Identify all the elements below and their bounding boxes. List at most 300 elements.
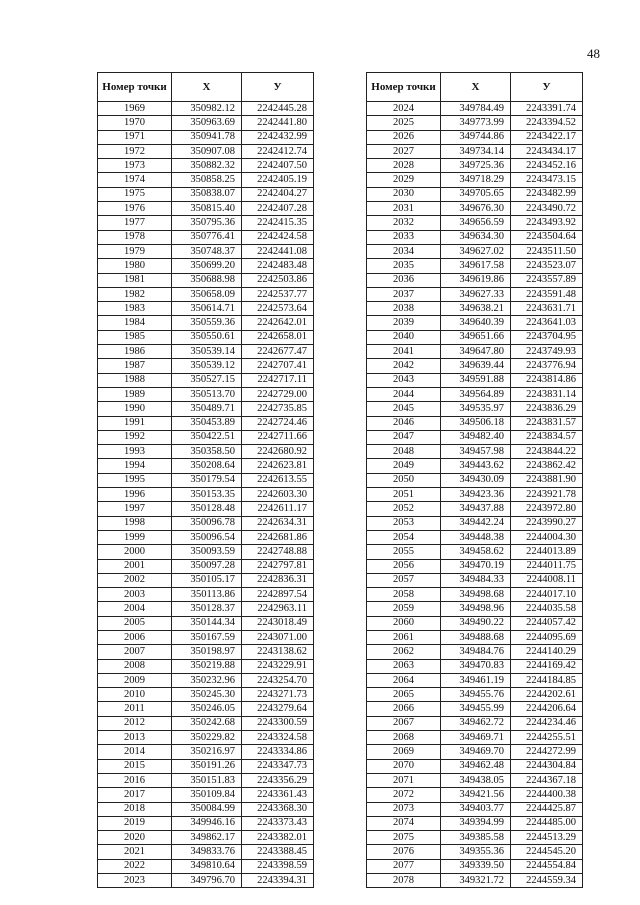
y-coordinate-cell: 2243434.17 [511, 144, 583, 158]
x-coordinate-cell: 350614.71 [172, 302, 242, 316]
table-row [367, 187, 583, 201]
table-row [367, 616, 583, 630]
x-coordinate-cell: 349784.49 [441, 102, 511, 116]
table-row [367, 102, 583, 116]
table-row [98, 602, 314, 616]
table-row [367, 359, 583, 373]
table-row [98, 688, 314, 702]
x-coordinate-cell: 350198.97 [172, 645, 242, 659]
point-number-cell: 2028 [367, 159, 441, 173]
table-row [98, 588, 314, 602]
y-coordinate-cell: 2242642.01 [242, 316, 314, 330]
table-row [98, 874, 314, 888]
table-row [367, 144, 583, 158]
x-coordinate-cell: 350246.05 [172, 702, 242, 716]
point-number-cell: 2046 [367, 416, 441, 430]
y-coordinate-cell: 2243704.95 [511, 330, 583, 344]
x-coordinate-cell: 350144.34 [172, 616, 242, 630]
x-coordinate-cell: 350838.07 [172, 187, 242, 201]
y-coordinate-cell: 2243361.43 [242, 788, 314, 802]
table-row [367, 302, 583, 316]
y-coordinate-cell: 2244017.10 [511, 588, 583, 602]
table-row [367, 673, 583, 687]
table-row [98, 573, 314, 587]
table-row [367, 459, 583, 473]
table-row [98, 159, 314, 173]
table-row [367, 402, 583, 416]
x-coordinate-cell: 350096.78 [172, 516, 242, 530]
table-row [98, 359, 314, 373]
x-coordinate-cell: 349946.16 [172, 816, 242, 830]
y-coordinate-cell: 2244140.29 [511, 645, 583, 659]
y-coordinate-cell: 2243473.15 [511, 173, 583, 187]
y-coordinate-cell: 2242412.74 [242, 144, 314, 158]
y-coordinate-cell: 2243836.29 [511, 402, 583, 416]
x-coordinate-cell: 349437.88 [441, 502, 511, 516]
point-number-cell: 2035 [367, 259, 441, 273]
x-coordinate-cell: 349470.83 [441, 659, 511, 673]
y-coordinate-cell: 2242748.88 [242, 545, 314, 559]
table-row [98, 387, 314, 401]
y-coordinate-cell: 2242407.28 [242, 202, 314, 216]
x-coordinate-cell: 350815.40 [172, 202, 242, 216]
x-coordinate-cell: 349638.21 [441, 302, 511, 316]
point-number-cell: 1976 [98, 202, 172, 216]
x-coordinate-cell: 349488.68 [441, 630, 511, 644]
x-coordinate-cell: 349810.64 [172, 859, 242, 873]
point-number-cell: 2000 [98, 545, 172, 559]
y-coordinate-cell: 2243862.42 [511, 459, 583, 473]
y-coordinate-cell: 2243591.48 [511, 287, 583, 301]
point-number-cell: 2056 [367, 559, 441, 573]
point-number-cell: 2052 [367, 502, 441, 516]
x-coordinate-cell: 349470.19 [441, 559, 511, 573]
x-coordinate-cell: 349773.99 [441, 116, 511, 130]
y-coordinate-cell: 2243921.78 [511, 488, 583, 502]
y-coordinate-cell: 2243422.17 [511, 130, 583, 144]
point-number-cell: 2050 [367, 473, 441, 487]
table-row [367, 731, 583, 745]
table-row [367, 445, 583, 459]
table-row [367, 802, 583, 816]
y-coordinate-cell: 2242503.86 [242, 273, 314, 287]
x-coordinate-cell: 349627.02 [441, 244, 511, 258]
table-row [98, 187, 314, 201]
y-coordinate-cell: 2243831.57 [511, 416, 583, 430]
point-number-cell: 2072 [367, 788, 441, 802]
point-number-cell: 2070 [367, 759, 441, 773]
point-number-cell: 2024 [367, 102, 441, 116]
column-header-y: У [242, 73, 314, 102]
y-coordinate-cell: 2242724.46 [242, 416, 314, 430]
x-coordinate-cell: 350219.88 [172, 659, 242, 673]
y-coordinate-cell: 2242797.81 [242, 559, 314, 573]
y-coordinate-cell: 2244400.38 [511, 788, 583, 802]
table-row [367, 473, 583, 487]
x-coordinate-cell: 349403.77 [441, 802, 511, 816]
y-coordinate-cell: 2243324.58 [242, 731, 314, 745]
x-coordinate-cell: 350109.84 [172, 788, 242, 802]
table-row [367, 273, 583, 287]
table-row [367, 559, 583, 573]
y-coordinate-cell: 2244169.42 [511, 659, 583, 673]
point-number-cell: 2061 [367, 630, 441, 644]
y-coordinate-cell: 2242735.85 [242, 402, 314, 416]
point-number-cell: 2062 [367, 645, 441, 659]
y-coordinate-cell: 2243138.62 [242, 645, 314, 659]
x-coordinate-cell: 350105.17 [172, 573, 242, 587]
x-coordinate-cell: 349462.48 [441, 759, 511, 773]
y-coordinate-cell: 2243749.93 [511, 345, 583, 359]
point-number-cell: 2008 [98, 659, 172, 673]
x-coordinate-cell: 350128.48 [172, 502, 242, 516]
table-header-row [367, 73, 583, 102]
y-coordinate-cell: 2244057.42 [511, 616, 583, 630]
x-coordinate-cell: 350208.64 [172, 459, 242, 473]
point-number-cell: 2042 [367, 359, 441, 373]
column-header-point: Номер точки [367, 73, 441, 102]
y-coordinate-cell: 2244485.00 [511, 816, 583, 830]
x-coordinate-cell: 349718.29 [441, 173, 511, 187]
y-coordinate-cell: 2243831.14 [511, 387, 583, 401]
point-number-cell: 2055 [367, 545, 441, 559]
point-number-cell: 2025 [367, 116, 441, 130]
y-coordinate-cell: 2243254.70 [242, 673, 314, 687]
table-row [367, 516, 583, 530]
y-coordinate-cell: 2244272.99 [511, 745, 583, 759]
point-number-cell: 1980 [98, 259, 172, 273]
x-coordinate-cell: 349617.58 [441, 259, 511, 273]
x-coordinate-cell: 350422.51 [172, 430, 242, 444]
y-coordinate-cell: 2243482.99 [511, 187, 583, 201]
x-coordinate-cell: 349676.30 [441, 202, 511, 216]
x-coordinate-cell: 349639.44 [441, 359, 511, 373]
y-coordinate-cell: 2244367.18 [511, 773, 583, 787]
x-coordinate-cell: 350229.82 [172, 731, 242, 745]
point-number-cell: 2067 [367, 716, 441, 730]
y-coordinate-cell: 2243271.73 [242, 688, 314, 702]
column-header-x: X [441, 73, 511, 102]
point-number-cell: 1971 [98, 130, 172, 144]
table-row [367, 716, 583, 730]
x-coordinate-cell: 350963.69 [172, 116, 242, 130]
table-row [367, 645, 583, 659]
y-coordinate-cell: 2244013.89 [511, 545, 583, 559]
point-number-cell: 1978 [98, 230, 172, 244]
x-coordinate-cell: 349498.68 [441, 588, 511, 602]
x-coordinate-cell: 349498.96 [441, 602, 511, 616]
table-row [98, 287, 314, 301]
table-row [98, 831, 314, 845]
y-coordinate-cell: 2243990.27 [511, 516, 583, 530]
x-coordinate-cell: 349421.56 [441, 788, 511, 802]
x-coordinate-cell: 349564.89 [441, 387, 511, 401]
y-coordinate-cell: 2243347.73 [242, 759, 314, 773]
point-number-cell: 1972 [98, 144, 172, 158]
y-coordinate-cell: 2243452.16 [511, 159, 583, 173]
point-number-cell: 2075 [367, 831, 441, 845]
y-coordinate-cell: 2244545.20 [511, 845, 583, 859]
x-coordinate-cell: 349734.14 [441, 144, 511, 158]
table-row [98, 330, 314, 344]
y-coordinate-cell: 2243382.01 [242, 831, 314, 845]
point-number-cell: 1984 [98, 316, 172, 330]
point-number-cell: 1999 [98, 530, 172, 544]
table-row [98, 802, 314, 816]
point-number-cell: 2058 [367, 588, 441, 602]
point-number-cell: 2069 [367, 745, 441, 759]
y-coordinate-cell: 2243490.72 [511, 202, 583, 216]
table-row [367, 845, 583, 859]
x-coordinate-cell: 349461.19 [441, 673, 511, 687]
y-coordinate-cell: 2243511.50 [511, 244, 583, 258]
point-number-cell: 2026 [367, 130, 441, 144]
x-coordinate-cell: 349862.17 [172, 831, 242, 845]
y-coordinate-cell: 2244304.84 [511, 759, 583, 773]
x-coordinate-cell: 350688.98 [172, 273, 242, 287]
y-coordinate-cell: 2243881.90 [511, 473, 583, 487]
table-row [367, 630, 583, 644]
point-number-cell: 1985 [98, 330, 172, 344]
x-coordinate-cell: 350232.96 [172, 673, 242, 687]
table-row [367, 788, 583, 802]
table-row [367, 588, 583, 602]
table-row [98, 616, 314, 630]
table-row [98, 445, 314, 459]
point-number-cell: 2016 [98, 773, 172, 787]
y-coordinate-cell: 2242405.19 [242, 173, 314, 187]
point-number-cell: 2064 [367, 673, 441, 687]
point-number-cell: 2038 [367, 302, 441, 316]
x-coordinate-cell: 349455.76 [441, 688, 511, 702]
table-row [367, 859, 583, 873]
y-coordinate-cell: 2243398.59 [242, 859, 314, 873]
y-coordinate-cell: 2242407.50 [242, 159, 314, 173]
y-coordinate-cell: 2244008.11 [511, 573, 583, 587]
point-number-cell: 2077 [367, 859, 441, 873]
table-row [98, 488, 314, 502]
y-coordinate-cell: 2244035.58 [511, 602, 583, 616]
point-number-cell: 2002 [98, 573, 172, 587]
point-number-cell: 2023 [98, 874, 172, 888]
y-coordinate-cell: 2243814.86 [511, 373, 583, 387]
table-row [367, 173, 583, 187]
table-row [367, 745, 583, 759]
point-number-cell: 2047 [367, 430, 441, 444]
table-row [98, 859, 314, 873]
table-row [98, 144, 314, 158]
point-number-cell: 1987 [98, 359, 172, 373]
x-coordinate-cell: 349469.71 [441, 731, 511, 745]
x-coordinate-cell: 350151.83 [172, 773, 242, 787]
table-row [98, 773, 314, 787]
table-row [98, 502, 314, 516]
x-coordinate-cell: 350539.12 [172, 359, 242, 373]
y-coordinate-cell: 2242603.30 [242, 488, 314, 502]
x-coordinate-cell: 349656.59 [441, 216, 511, 230]
table-row [98, 659, 314, 673]
x-coordinate-cell: 350097.28 [172, 559, 242, 573]
table-row [367, 545, 583, 559]
x-coordinate-cell: 350907.08 [172, 144, 242, 158]
y-coordinate-cell: 2244234.46 [511, 716, 583, 730]
y-coordinate-cell: 2242441.80 [242, 116, 314, 130]
point-number-cell: 2036 [367, 273, 441, 287]
y-coordinate-cell: 2244206.64 [511, 702, 583, 716]
table-row [367, 602, 583, 616]
y-coordinate-cell: 2243279.64 [242, 702, 314, 716]
x-coordinate-cell: 350489.71 [172, 402, 242, 416]
y-coordinate-cell: 2243368.30 [242, 802, 314, 816]
x-coordinate-cell: 349394.99 [441, 816, 511, 830]
x-coordinate-cell: 350167.59 [172, 630, 242, 644]
table-row [98, 316, 314, 330]
table-row [98, 516, 314, 530]
table-row [367, 831, 583, 845]
x-coordinate-cell: 349438.05 [441, 773, 511, 787]
point-number-cell: 2030 [367, 187, 441, 201]
table-row [98, 230, 314, 244]
point-number-cell: 1969 [98, 102, 172, 116]
y-coordinate-cell: 2243972.80 [511, 502, 583, 516]
point-number-cell: 2020 [98, 831, 172, 845]
point-number-cell: 2045 [367, 402, 441, 416]
y-coordinate-cell: 2242613.55 [242, 473, 314, 487]
y-coordinate-cell: 2243394.31 [242, 874, 314, 888]
table-row [367, 230, 583, 244]
point-number-cell: 2009 [98, 673, 172, 687]
x-coordinate-cell: 349430.09 [441, 473, 511, 487]
table-row [98, 130, 314, 144]
table-row [98, 373, 314, 387]
point-number-cell: 2014 [98, 745, 172, 759]
y-coordinate-cell: 2244004.30 [511, 530, 583, 544]
x-coordinate-cell: 349484.33 [441, 573, 511, 587]
point-number-cell: 2043 [367, 373, 441, 387]
table-row [98, 559, 314, 573]
y-coordinate-cell: 2242836.31 [242, 573, 314, 587]
point-number-cell: 2031 [367, 202, 441, 216]
y-coordinate-cell: 2244011.75 [511, 559, 583, 573]
table-row [367, 130, 583, 144]
x-coordinate-cell: 349627.33 [441, 287, 511, 301]
y-coordinate-cell: 2244202.61 [511, 688, 583, 702]
y-coordinate-cell: 2243373.43 [242, 816, 314, 830]
x-coordinate-cell: 349321.72 [441, 874, 511, 888]
point-number-cell: 1995 [98, 473, 172, 487]
table-row [367, 373, 583, 387]
column-header-point: Номер точки [98, 73, 172, 102]
x-coordinate-cell: 349462.72 [441, 716, 511, 730]
x-coordinate-cell: 349455.99 [441, 702, 511, 716]
x-coordinate-cell: 349634.30 [441, 230, 511, 244]
x-coordinate-cell: 349490.22 [441, 616, 511, 630]
point-number-cell: 2053 [367, 516, 441, 530]
point-number-cell: 2021 [98, 845, 172, 859]
y-coordinate-cell: 2243557.89 [511, 273, 583, 287]
y-coordinate-cell: 2242623.81 [242, 459, 314, 473]
y-coordinate-cell: 2242483.48 [242, 259, 314, 273]
table-row [367, 430, 583, 444]
point-number-cell: 2040 [367, 330, 441, 344]
point-number-cell: 2074 [367, 816, 441, 830]
x-coordinate-cell: 349744.86 [441, 130, 511, 144]
x-coordinate-cell: 349355.36 [441, 845, 511, 859]
point-number-cell: 2076 [367, 845, 441, 859]
y-coordinate-cell: 2242404.27 [242, 187, 314, 201]
point-number-cell: 2048 [367, 445, 441, 459]
table-row [367, 816, 583, 830]
point-number-cell: 1979 [98, 244, 172, 258]
table-row [367, 502, 583, 516]
point-number-cell: 1990 [98, 402, 172, 416]
table-row [367, 387, 583, 401]
y-coordinate-cell: 2242677.47 [242, 345, 314, 359]
y-coordinate-cell: 2243394.52 [511, 116, 583, 130]
x-coordinate-cell: 349339.50 [441, 859, 511, 873]
x-coordinate-cell: 349443.62 [441, 459, 511, 473]
x-coordinate-cell: 349385.58 [441, 831, 511, 845]
x-coordinate-cell: 349833.76 [172, 845, 242, 859]
point-number-cell: 2001 [98, 559, 172, 573]
point-number-cell: 1993 [98, 445, 172, 459]
table-row [98, 116, 314, 130]
point-number-cell: 2071 [367, 773, 441, 787]
table-row [367, 116, 583, 130]
y-coordinate-cell: 2242963.11 [242, 602, 314, 616]
table-row [98, 630, 314, 644]
point-number-cell: 2033 [367, 230, 441, 244]
table-row [98, 273, 314, 287]
table-row [98, 173, 314, 187]
y-coordinate-cell: 2244184.85 [511, 673, 583, 687]
point-number-cell: 2011 [98, 702, 172, 716]
table-row [98, 545, 314, 559]
table-row [98, 788, 314, 802]
table-row [367, 345, 583, 359]
y-coordinate-cell: 2242707.41 [242, 359, 314, 373]
table-row [367, 530, 583, 544]
table-row [98, 530, 314, 544]
table-row [98, 816, 314, 830]
y-coordinate-cell: 2244559.34 [511, 874, 583, 888]
table-row [98, 702, 314, 716]
table-row [98, 202, 314, 216]
point-number-cell: 1975 [98, 187, 172, 201]
y-coordinate-cell: 2242445.28 [242, 102, 314, 116]
y-coordinate-cell: 2242717.11 [242, 373, 314, 387]
x-coordinate-cell: 350776.41 [172, 230, 242, 244]
point-number-cell: 2010 [98, 688, 172, 702]
point-number-cell: 2078 [367, 874, 441, 888]
point-number-cell: 1996 [98, 488, 172, 502]
point-number-cell: 2015 [98, 759, 172, 773]
point-number-cell: 2049 [367, 459, 441, 473]
coordinate-table-right [366, 72, 583, 888]
column-header-y: У [511, 73, 583, 102]
table-row [98, 345, 314, 359]
x-coordinate-cell: 350550.61 [172, 330, 242, 344]
table-row [98, 102, 314, 116]
point-number-cell: 2041 [367, 345, 441, 359]
y-coordinate-cell: 2243776.94 [511, 359, 583, 373]
x-coordinate-cell: 349442.24 [441, 516, 511, 530]
x-coordinate-cell: 350128.37 [172, 602, 242, 616]
point-number-cell: 2012 [98, 716, 172, 730]
y-coordinate-cell: 2243388.45 [242, 845, 314, 859]
point-number-cell: 1988 [98, 373, 172, 387]
x-coordinate-cell: 350699.20 [172, 259, 242, 273]
